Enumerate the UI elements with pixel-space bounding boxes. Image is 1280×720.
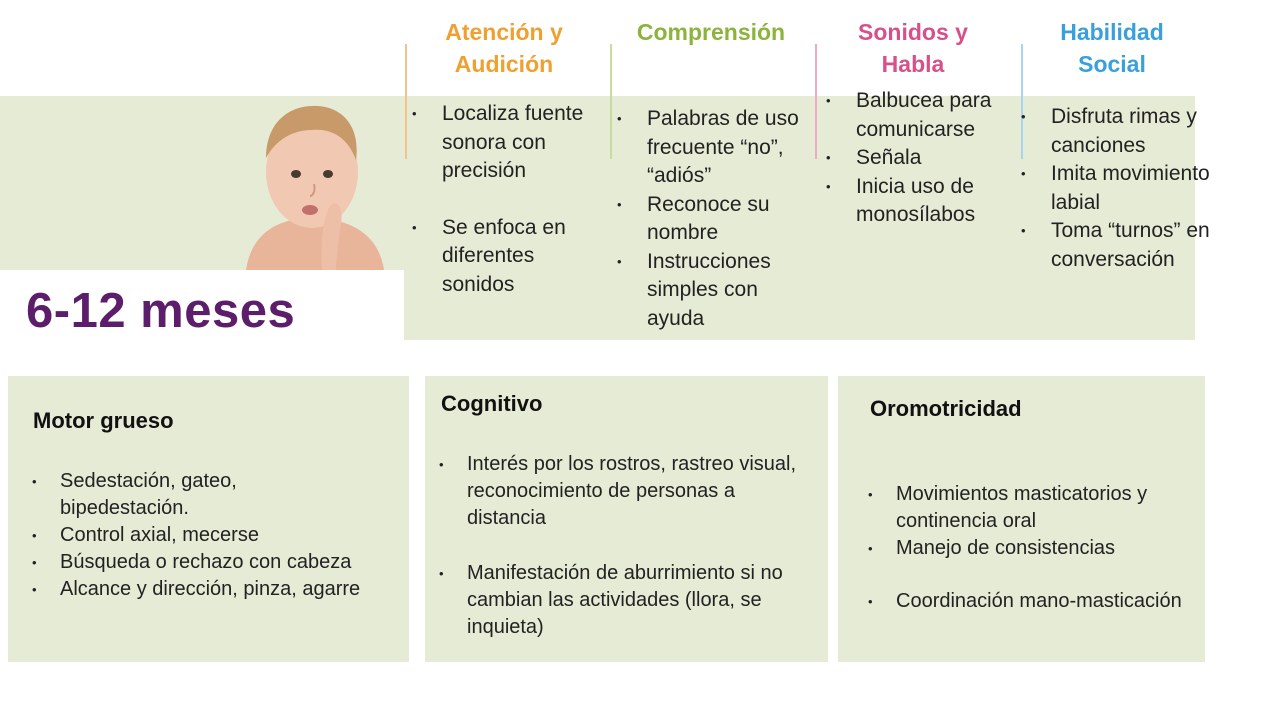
heading-comprension: Comprensión [618, 16, 804, 48]
list-item: • Manejo de consistencias [868, 535, 1198, 562]
list-oromotricidad [868, 481, 1198, 615]
divider-line [815, 44, 817, 159]
box-oromotricidad [838, 376, 1205, 662]
age-title: 6-12 meses [26, 284, 296, 338]
list-cognitivo [439, 451, 814, 641]
list-item: • Toma “turnos” en conversación [1021, 217, 1211, 274]
list-item: • Inicia uso de monosílabos [826, 173, 1004, 230]
baby-photo [232, 100, 392, 270]
list-item: • Movimientos masticatorios y continencia oral [868, 481, 1198, 535]
box-cognitivo [425, 376, 828, 662]
list-item: • Alcance y dirección, pinza, agarre [32, 576, 362, 603]
box-title: Oromotricidad [870, 396, 1022, 421]
list-item: • Manifestación de aburrimiento si no cambian las actividades (llora, se inquieta) [439, 560, 814, 641]
list-item: • Control axial, mecerse [32, 522, 362, 549]
list-item: • Coordinación mano-masticación [868, 588, 1198, 615]
heading-atencion-audicion: Atención y Audición [420, 16, 588, 80]
list-comprension [617, 105, 807, 333]
list-item: • Señala [826, 144, 1004, 173]
list-item: • Reconoce su nombre [617, 191, 807, 248]
list-atencion-audicion [412, 100, 602, 299]
list-item: • Búsqueda o rechazo con cabeza [32, 549, 362, 576]
list-item: • Balbucea para comunicarse [826, 87, 1004, 144]
box-motor-grueso [8, 376, 409, 662]
divider-line [610, 44, 612, 159]
list-motor-grueso [32, 468, 362, 603]
list-item: • Instrucciones simples con ayuda [617, 248, 807, 334]
heading-sonidos-habla: Sonidos y Habla [830, 16, 996, 80]
list-habilidad-social [1021, 103, 1211, 274]
box-title: Motor grueso [33, 408, 174, 433]
list-item: • Disfruta rimas y canciones [1021, 103, 1211, 160]
list-item: • Localiza fuente sonora con precisión [412, 100, 602, 186]
heading-habilidad-social: Habilidad Social [1030, 16, 1194, 80]
list-item: • Se enfoca en diferentes sonidos [412, 214, 602, 300]
list-item: • Palabras de uso frecuente “no”, “adiós” [617, 105, 807, 191]
list-sonidos-habla [826, 87, 1004, 230]
box-title: Cognitivo [441, 391, 543, 416]
divider-line [405, 44, 407, 159]
list-item: • Sedestación, gateo, bipedestación. [32, 468, 362, 522]
list-item: • Imita movimiento labial [1021, 160, 1211, 217]
list-item: • Interés por los rostros, rastreo visual, reconocimiento de personas a distancia [439, 451, 814, 532]
